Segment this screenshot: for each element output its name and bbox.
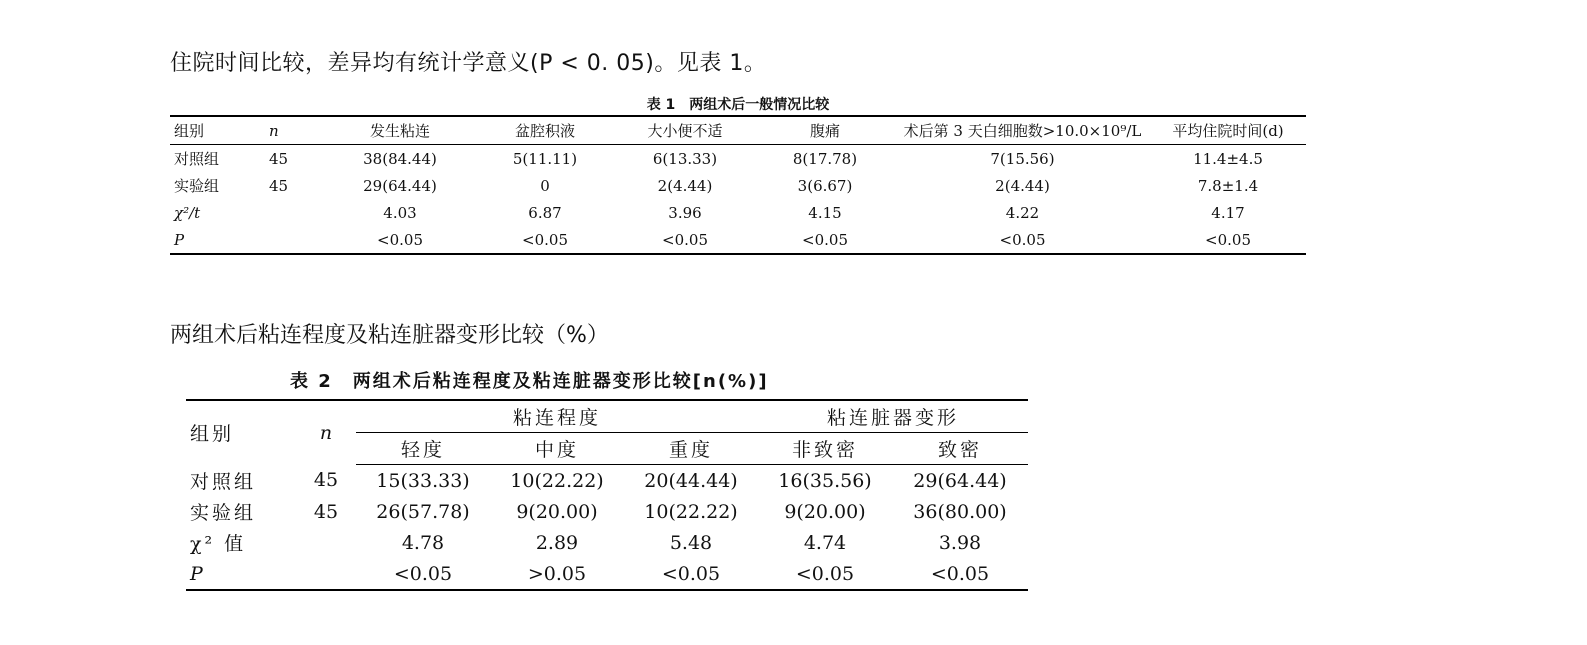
table-cell: 9(20.00) xyxy=(784,500,866,523)
table-row xyxy=(186,465,1028,497)
table1-header-cell: 术后第 3 天白细胞数>10.0×10⁹/L xyxy=(895,116,1150,145)
table-cell: <0.05 xyxy=(930,562,990,585)
table-cell: 45 xyxy=(269,176,289,195)
table-cell: 38(84.44) xyxy=(363,149,437,168)
table1-caption: 表 1 两组术后一般情况比较 xyxy=(646,97,830,113)
table1-header-cell: 大小便不适 xyxy=(615,116,755,145)
table-cell: <0.05 xyxy=(1205,230,1251,249)
table-cell: 2(4.44) xyxy=(995,176,1050,195)
table1 xyxy=(170,115,1306,255)
table2-header-cell: 组别 xyxy=(190,423,235,446)
table-cell: <0.05 xyxy=(802,230,848,249)
table1-header-cell: 盆腔积液 xyxy=(475,116,615,145)
table-cell: χ² 值 xyxy=(190,533,247,555)
table-cell: 45 xyxy=(269,149,289,168)
table-cell: 0 xyxy=(540,176,550,195)
table1-header-cell: 平均住院时间(d) xyxy=(1150,116,1306,145)
table-cell: 7.8±1.4 xyxy=(1197,176,1259,195)
table-cell: 11.4±4.5 xyxy=(1193,149,1263,168)
table-cell: <0.05 xyxy=(393,562,453,585)
table-cell: 10(22.22) xyxy=(510,469,604,492)
table-cell: 对照组 xyxy=(174,150,220,168)
table-row xyxy=(170,226,1306,254)
table-cell: <0.05 xyxy=(662,230,708,249)
table-cell: P xyxy=(174,230,185,249)
table-row xyxy=(186,496,1028,527)
table-cell: 3.98 xyxy=(938,531,982,554)
table1-header-row xyxy=(170,116,1306,145)
table1-header-cell: 腹痛 xyxy=(755,116,895,145)
table-cell: 3.96 xyxy=(668,203,702,222)
table-cell: 7(15.56) xyxy=(990,149,1055,168)
table-cell: 对照组 xyxy=(190,470,257,493)
table2-caption: 表 2 两组术后粘连程度及粘连脏器变形比较[n(%)] xyxy=(290,371,769,392)
table-cell: 29(64.44) xyxy=(913,469,1007,492)
table2-header-cell: n xyxy=(319,421,333,444)
table-cell: 3(6.67) xyxy=(797,176,853,195)
table-cell: >0.05 xyxy=(527,562,587,585)
table-cell: 9(20.00) xyxy=(516,500,598,523)
table-cell: 实验组 xyxy=(174,177,220,195)
table-cell: 26(57.78) xyxy=(376,500,470,523)
table-cell: 6(13.33) xyxy=(652,149,718,168)
table-cell: 4.15 xyxy=(808,203,842,222)
table2-group-header: 粘连程度 xyxy=(356,400,758,433)
table-cell: 10(22.22) xyxy=(644,500,738,523)
table2-group-header-row xyxy=(186,400,1028,433)
table-cell xyxy=(265,226,325,254)
table-cell: 20(44.44) xyxy=(644,469,738,492)
table-row xyxy=(170,172,1306,199)
table1-header-cell: 发生粘连 xyxy=(325,116,475,145)
table-row xyxy=(186,527,1028,558)
table-row xyxy=(186,558,1028,590)
table-row xyxy=(170,145,1306,173)
table-cell: 29(64.44) xyxy=(363,176,437,195)
table-cell xyxy=(265,199,325,226)
section-heading: 两组术后粘连程度及粘连脏器变形比较（%） xyxy=(170,323,609,348)
table-cell: <0.05 xyxy=(377,230,423,249)
table-cell: 2.89 xyxy=(535,531,579,554)
table-cell: <0.05 xyxy=(999,230,1046,249)
table-cell: 4.78 xyxy=(401,531,445,554)
table-cell: <0.05 xyxy=(661,562,721,585)
table-cell: 15(33.33) xyxy=(376,469,470,492)
table-cell: 4.03 xyxy=(383,203,417,222)
table-cell: 4.74 xyxy=(803,531,847,554)
table-cell: χ²/t xyxy=(174,203,201,222)
table-cell: 实验组 xyxy=(190,502,257,524)
table2-group-header: 粘连脏器变形 xyxy=(758,400,1028,433)
table1-header-cell: 组别 xyxy=(170,116,265,145)
table-cell: 45 xyxy=(313,469,339,492)
table-cell: 6.87 xyxy=(528,203,562,222)
table-cell: 16(35.56) xyxy=(778,469,872,492)
table2-header-cell: 重度 xyxy=(624,433,758,465)
table2-header-cell: 致密 xyxy=(892,433,1028,465)
table-cell: 5.48 xyxy=(669,531,713,554)
table-cell xyxy=(296,558,356,590)
table1-header-cell: n xyxy=(265,116,325,145)
table2-header-cell: 非致密 xyxy=(758,433,892,465)
table-cell: 4.17 xyxy=(1211,203,1245,222)
table-cell: 4.22 xyxy=(1005,203,1040,222)
table-cell: <0.05 xyxy=(795,562,855,585)
table-cell: 8(17.78) xyxy=(792,149,858,168)
table-row xyxy=(170,199,1306,226)
table2-header-cell: 中度 xyxy=(490,433,624,465)
table-cell xyxy=(296,527,356,558)
table-cell: 36(80.00) xyxy=(913,500,1007,523)
table-cell: <0.05 xyxy=(522,230,568,249)
table-cell: P xyxy=(190,562,206,585)
table-cell: 45 xyxy=(313,500,339,523)
table-cell: 5(11.11) xyxy=(512,149,578,168)
intro-paragraph: 住院时间比较，差异均有统计学意义(P < 0. 05)。见表 1。 xyxy=(170,51,767,76)
table2 xyxy=(186,399,1028,591)
table-cell: 2(4.44) xyxy=(657,176,713,195)
table2-header-cell: 轻度 xyxy=(356,433,490,465)
